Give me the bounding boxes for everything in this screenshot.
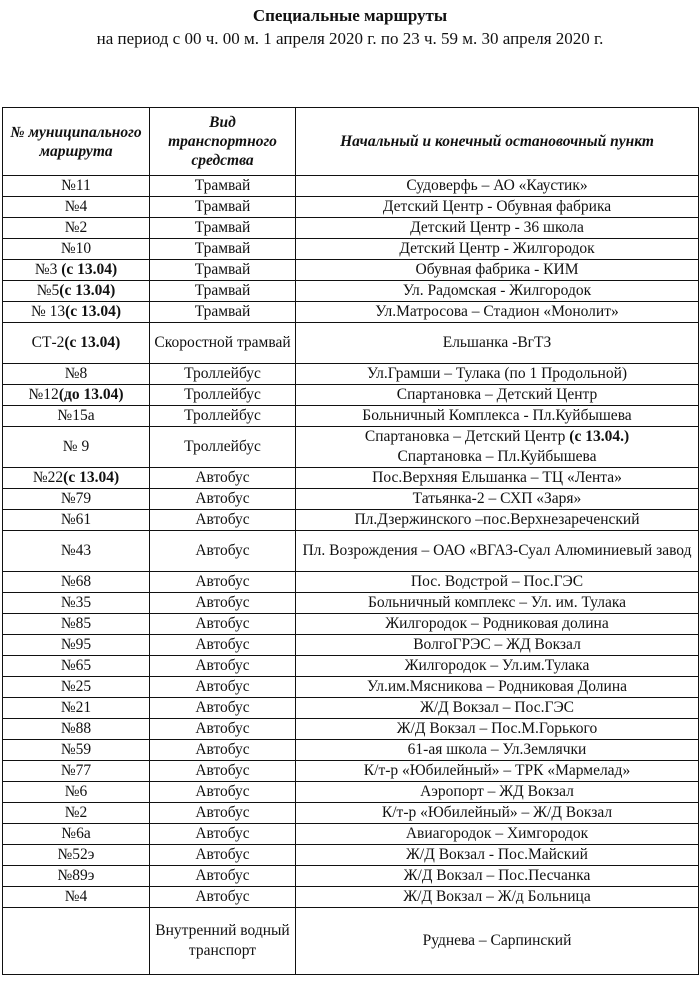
- route-number: №8: [64, 365, 88, 382]
- route-number-cell: [3, 593, 150, 614]
- route-number: № 9: [62, 438, 90, 455]
- route-number-note: (с 13.04): [61, 261, 118, 278]
- route-stops: Детский Центр - 36 школа: [410, 219, 584, 236]
- table-row: [3, 677, 699, 698]
- table-row: [3, 782, 699, 803]
- route-number: №25: [60, 678, 92, 695]
- column-header-route: Начальный и конечный остановочный пункт: [296, 108, 699, 176]
- route-stops-note: (с 13.04.): [569, 428, 630, 445]
- vehicle-type-cell: Троллейбус: [150, 427, 296, 468]
- route-number-cell: [3, 572, 150, 593]
- route-stops: Обувная фабрика - КИМ: [415, 261, 579, 278]
- route-stops: Руднева – Сарпинский: [422, 932, 572, 949]
- route-stops: Спартановка – Детский Центр: [364, 428, 570, 445]
- table-row: [3, 281, 699, 302]
- route-number-cell: [3, 866, 150, 887]
- route-number: № 13: [30, 303, 66, 320]
- route-stops-cell: [296, 323, 699, 364]
- table-row: [3, 887, 699, 908]
- route-number: №5: [36, 282, 60, 299]
- route-stops: Пос.Верхняя Ельшанка – ТЦ «Лента»: [372, 469, 622, 486]
- table-row: [3, 197, 699, 218]
- route-stops-cell: [296, 803, 699, 824]
- route-number-cell: [3, 510, 150, 531]
- route-stops-cell: [296, 260, 699, 281]
- route-stops-cell: [296, 218, 699, 239]
- route-stops-cell: [296, 719, 699, 740]
- route-stops: 61-ая школа – Ул.Землячки: [407, 741, 587, 758]
- route-stops: Детский Центр - Обувная фабрика: [382, 198, 612, 215]
- vehicle-type-cell: Трамвай: [150, 281, 296, 302]
- route-number: №89э: [57, 867, 95, 884]
- route-number-cell: [3, 302, 150, 323]
- table-row: [3, 489, 699, 510]
- route-number-note: (до 13.04): [58, 386, 124, 403]
- table-row: [3, 908, 699, 975]
- table-row: [3, 385, 699, 406]
- route-stops-cell: [296, 761, 699, 782]
- vehicle-type-cell: Автобус: [150, 698, 296, 719]
- vehicle-type-cell: Автобус: [150, 614, 296, 635]
- route-number-note: (с 13.04): [64, 334, 121, 351]
- route-number-cell: [3, 719, 150, 740]
- table-row: [3, 845, 699, 866]
- table-row: [3, 176, 699, 197]
- route-number: №52э: [57, 846, 95, 863]
- route-stops-cell: [296, 593, 699, 614]
- route-number: СТ-2: [31, 334, 65, 351]
- route-number: №35: [60, 594, 92, 611]
- route-number: №77: [60, 762, 92, 779]
- vehicle-type-cell: Трамвай: [150, 197, 296, 218]
- route-number-note: (с 13.04): [63, 469, 120, 486]
- route-number-note: (с 13.04): [65, 303, 122, 320]
- vehicle-type-cell: Скоростной трамвай: [150, 323, 296, 364]
- table-row: [3, 698, 699, 719]
- table-row: [3, 866, 699, 887]
- route-stops: Ж/Д Вокзал – Пос.Песчанка: [403, 867, 591, 884]
- route-number: №43: [60, 542, 92, 559]
- route-stops: Ельшанка -ВгТЗ: [442, 334, 552, 351]
- route-stops: Детский Центр - Жилгородок: [399, 240, 595, 257]
- route-number: №2: [64, 219, 88, 236]
- vehicle-type-cell: Автобус: [150, 887, 296, 908]
- route-stops-cell: [296, 385, 699, 406]
- route-stops-cell: [296, 281, 699, 302]
- table-row: [3, 593, 699, 614]
- vehicle-type-cell: Автобус: [150, 761, 296, 782]
- table-row: [3, 302, 699, 323]
- route-number-cell: [3, 614, 150, 635]
- table-row: [3, 218, 699, 239]
- route-number-cell: [3, 385, 150, 406]
- route-stops-cell: [296, 908, 699, 975]
- route-stops: Судоверфь – АО «Каустик»: [406, 177, 588, 194]
- route-stops: Аэропорт – ЖД Вокзал: [420, 783, 574, 800]
- vehicle-type-cell: Троллейбус: [150, 385, 296, 406]
- route-number-cell: [3, 218, 150, 239]
- vehicle-type-cell: Автобус: [150, 635, 296, 656]
- vehicle-type-cell: Автобус: [150, 468, 296, 489]
- route-stops-cell: [296, 572, 699, 593]
- route-number: №68: [60, 573, 92, 590]
- vehicle-type-cell: Автобус: [150, 740, 296, 761]
- table-row: [3, 761, 699, 782]
- route-stops-cell: [296, 510, 699, 531]
- vehicle-type-cell: Трамвай: [150, 218, 296, 239]
- route-number: №6а: [61, 825, 91, 842]
- route-number-cell: [3, 824, 150, 845]
- route-stops-cell: [296, 866, 699, 887]
- route-stops: Ж/Д Вокзал – Пос.ГЭС: [419, 699, 575, 716]
- route-stops-cell: [296, 531, 699, 572]
- route-number: №21: [60, 699, 92, 716]
- route-number: №4: [64, 888, 88, 905]
- route-number: №85: [60, 615, 92, 632]
- vehicle-type-cell: Троллейбус: [150, 406, 296, 427]
- route-number: №15а: [57, 407, 95, 424]
- route-stops-cell: [296, 698, 699, 719]
- route-number-cell: [3, 531, 150, 572]
- vehicle-type-cell: Автобус: [150, 824, 296, 845]
- route-number-cell: [3, 468, 150, 489]
- table-row: [3, 824, 699, 845]
- table-row: [3, 635, 699, 656]
- route-stops: Пос. Водстрой – Пос.ГЭС: [410, 573, 584, 590]
- route-stops: Ул.Грамши – Тулака (по 1 Продольной): [366, 365, 628, 382]
- table-row: [3, 572, 699, 593]
- table-row: [3, 656, 699, 677]
- route-stops-cell: [296, 656, 699, 677]
- vehicle-type-cell: Автобус: [150, 572, 296, 593]
- route-stops-cell: [296, 887, 699, 908]
- route-number-cell: [3, 323, 150, 364]
- route-number: №2: [64, 804, 88, 821]
- route-stops-cell: [296, 489, 699, 510]
- route-number-cell: [3, 260, 150, 281]
- table-row: [3, 427, 699, 468]
- route-number: №88: [60, 720, 92, 737]
- vehicle-type-cell: Трамвай: [150, 176, 296, 197]
- route-stops: Татьянка-2 – СХП «Заря»: [412, 490, 582, 507]
- vehicle-type-cell: Автобус: [150, 531, 296, 572]
- table-row: [3, 614, 699, 635]
- route-stops-cell: [296, 364, 699, 385]
- route-number-cell: [3, 887, 150, 908]
- vehicle-type-cell: Автобус: [150, 719, 296, 740]
- route-stops: Пл.Дзержинского –пос.Верхнезареченский: [354, 511, 640, 528]
- route-number: №6: [64, 783, 88, 800]
- route-stops-cell: [296, 468, 699, 489]
- table-row: [3, 719, 699, 740]
- table-row: [3, 406, 699, 427]
- route-number-cell: [3, 761, 150, 782]
- route-stops-cell: [296, 824, 699, 845]
- vehicle-type-cell: Трамвай: [150, 260, 296, 281]
- route-stops: Ж/Д Вокзал - Пос.Майский: [406, 846, 588, 863]
- table-row: [3, 239, 699, 260]
- vehicle-type-cell: Автобус: [150, 510, 296, 531]
- column-header-number: № муниципального маршрута: [3, 108, 150, 176]
- route-stops-cell: [296, 427, 699, 468]
- route-stops-cell: [296, 782, 699, 803]
- route-number-cell: [3, 364, 150, 385]
- route-number-cell: [3, 908, 150, 975]
- route-number-cell: [3, 427, 150, 468]
- vehicle-type-cell: Автобус: [150, 656, 296, 677]
- route-number-note: (с 13.04): [59, 282, 116, 299]
- route-stops: ВолгоГРЭС – ЖД Вокзал: [413, 636, 581, 653]
- route-stops: Авиагородок – Химгородок: [405, 825, 589, 842]
- route-stops-secondary: Спартановка – Пл.Куйбышева: [397, 448, 597, 465]
- vehicle-type-cell: Внутренний водный транспорт: [150, 908, 296, 975]
- vehicle-type-cell: Автобус: [150, 803, 296, 824]
- route-stops: Ул. Радомская - Жилгородок: [402, 282, 592, 299]
- table-row: [3, 260, 699, 281]
- routes-table: [2, 107, 699, 975]
- route-stops: Жилгородок – Ул.им.Тулака: [404, 657, 590, 674]
- route-number-cell: [3, 677, 150, 698]
- vehicle-type-cell: Автобус: [150, 866, 296, 887]
- route-number: №61: [60, 511, 92, 528]
- vehicle-type-cell: Автобус: [150, 593, 296, 614]
- route-stops: Жилгородок – Родниковая долина: [385, 615, 609, 632]
- table-row: [3, 468, 699, 489]
- route-stops-cell: [296, 740, 699, 761]
- route-stops: Ж/Д Вокзал – Ж/д Больница: [403, 888, 591, 905]
- table-row: [3, 531, 699, 572]
- route-stops: Ул.им.Мясникова – Родниковая Долина: [366, 678, 627, 695]
- route-number-cell: [3, 489, 150, 510]
- route-stops: Больничный комплекс – Ул. им. Тулака: [367, 594, 627, 611]
- vehicle-type-cell: Троллейбус: [150, 364, 296, 385]
- route-number: №10: [60, 240, 92, 257]
- vehicle-type-cell: Автобус: [150, 845, 296, 866]
- vehicle-type-cell: Автобус: [150, 489, 296, 510]
- route-number-cell: [3, 782, 150, 803]
- route-number: №11: [61, 177, 91, 194]
- route-number-cell: [3, 176, 150, 197]
- route-number-cell: [3, 656, 150, 677]
- table-row: [3, 510, 699, 531]
- table-row: [3, 740, 699, 761]
- page-subtitle: на период с 00 ч. 00 м. 1 апреля 2020 г. по 23 ч. 59 м. 30 апреля 2020 г.: [96, 29, 604, 48]
- route-number: №79: [60, 490, 92, 507]
- route-stops: К/т-р «Юбилейный» – Ж/Д Вокзал: [381, 804, 613, 821]
- route-number-cell: [3, 845, 150, 866]
- route-stops: Спартановка – Детский Центр: [396, 386, 598, 403]
- table-row: [3, 323, 699, 364]
- route-stops: К/т-р «Юбилейный» – ТРК «Мармелад»: [363, 762, 631, 779]
- route-stops-cell: [296, 614, 699, 635]
- route-stops-cell: [296, 635, 699, 656]
- route-stops: Больничный Комплекса - Пл.Куйбышева: [362, 407, 632, 424]
- table-row: [3, 364, 699, 385]
- route-stops: Ул.Матросова – Стадион «Монолит»: [375, 303, 619, 320]
- vehicle-type-cell: Трамвай: [150, 239, 296, 260]
- route-stops-cell: [296, 406, 699, 427]
- route-number-cell: [3, 740, 150, 761]
- vehicle-type-cell: Автобус: [150, 677, 296, 698]
- route-stops-cell: [296, 197, 699, 218]
- route-number: №4: [64, 198, 88, 215]
- route-number-cell: [3, 635, 150, 656]
- vehicle-type-cell: Трамвай: [150, 302, 296, 323]
- route-stops-cell: [296, 239, 699, 260]
- route-number-cell: [3, 406, 150, 427]
- column-header-vehicle-type: Вид транспортного средства: [150, 108, 296, 176]
- route-number-cell: [3, 239, 150, 260]
- route-number-cell: [3, 281, 150, 302]
- route-number-cell: [3, 197, 150, 218]
- route-stops-cell: [296, 677, 699, 698]
- route-number: №22: [32, 469, 64, 486]
- table-row: [3, 803, 699, 824]
- route-stops-cell: [296, 302, 699, 323]
- route-number: №59: [60, 741, 92, 758]
- route-number: №3: [34, 261, 62, 278]
- route-stops: Пл. Возрождения – ОАО «ВГАЗ-Суал Алюминиевый завод: [302, 542, 692, 559]
- route-number-cell: [3, 803, 150, 824]
- table-header-row: [3, 108, 699, 176]
- page-title: Специальные маршруты: [252, 6, 448, 25]
- route-number: №12: [28, 386, 59, 403]
- route-number-cell: [3, 698, 150, 719]
- route-stops-cell: [296, 176, 699, 197]
- route-stops: Ж/Д Вокзал – Пос.М.Горького: [396, 720, 598, 737]
- route-number: №95: [60, 636, 92, 653]
- route-stops-cell: [296, 845, 699, 866]
- vehicle-type-cell: Автобус: [150, 782, 296, 803]
- route-number: №65: [60, 657, 92, 674]
